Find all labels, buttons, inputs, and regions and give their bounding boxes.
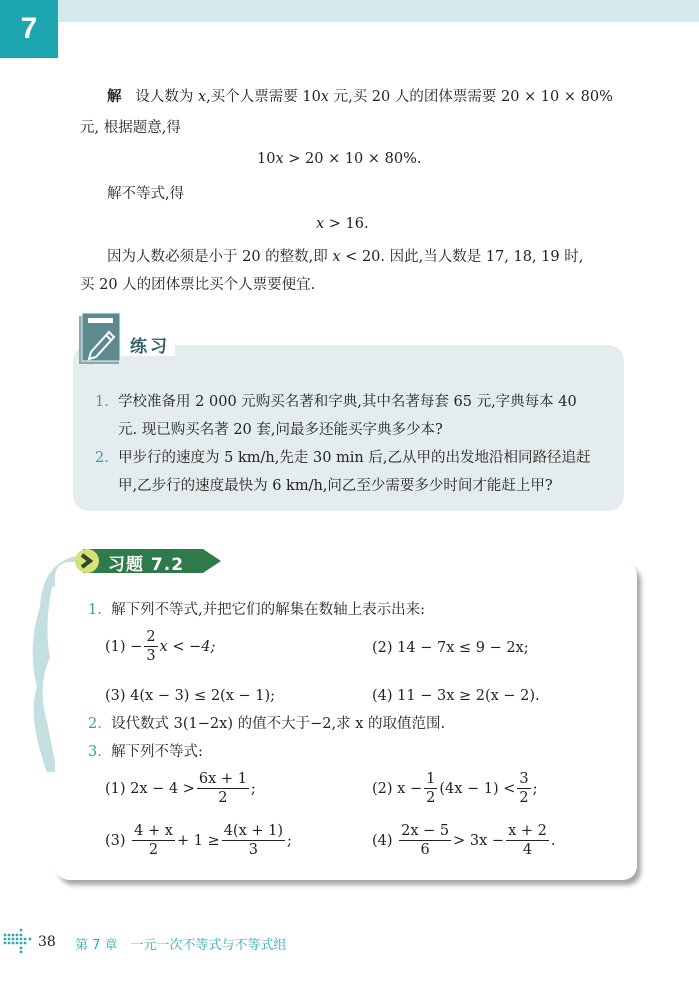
solution-label: 解: [107, 89, 122, 105]
exercise-title: 习题 7.2: [108, 555, 185, 575]
solution-line-2: 元, 根据题意,得: [80, 120, 181, 136]
page-dots-icon: [2, 926, 34, 956]
equation-1: 10x > 20 × 10 × 80%.: [257, 151, 422, 167]
pencil-notebook-icon: [77, 312, 122, 366]
q3-part-3: (3) $\frac{4 + x}{2}$ + 1 ≥ $\frac{4(x + 1)}{3}$ ;: [105, 823, 292, 858]
q3-part-4: (4) $\frac{2x - 5}{6}$ > 3x − $\frac{x + 2}{4}$ .: [372, 823, 556, 858]
solution-line-4: 因为人数必须是小于 20 的整数,即 x < 20. 因此,当人数是 17, 18, 19 时,: [107, 249, 584, 265]
solution-line-5: 买 20 人的团体票比买个人票要便宜.: [80, 277, 316, 293]
q3-part-2: (2) x − $\frac{1}{2}$ (4x − 1) < $\frac{3}{2}$ ;: [372, 771, 538, 806]
page-number: 38: [38, 934, 56, 950]
chapter-number-tab: 7: [0, 0, 58, 58]
practice-title: 练习: [130, 337, 170, 357]
q1-part-2: (2) 14 − 7x ≤ 9 − 2x;: [372, 640, 529, 656]
practice-item-2-line-2: 甲,乙步行的速度最快为 6 km/h,问乙至少需要多少时间才能赶上甲?: [118, 478, 553, 494]
q1-part-4: (4) 11 − 3x ≥ 2(x − 2).: [372, 688, 540, 704]
practice-item-1-line-2: 元. 现已购买名著 20 套,问最多还能买字典多少本?: [118, 422, 443, 438]
header-bar: [58, 0, 699, 22]
footer-chapter-title: 第 7 章 一元一次不等式与不等式组: [75, 938, 287, 953]
q3-part-1: (1) 2x − 4 > $\frac{6x + 1}{2}$ ;: [105, 771, 256, 806]
exercise-q1: 1. 解下列不等式,并把它们的解集在数轴上表示出来:: [88, 602, 426, 618]
solution-line-1: 解 设人数为 x,买个人票需要 10x 元,买 20 人的团体票需要 20 × 10 × 80%: [107, 89, 613, 105]
q1-part-1: (1) − $\frac{2}{3}$ x < −4;: [105, 629, 216, 664]
solution-line-3: 解不等式,得: [107, 186, 185, 202]
exercise-q3: 3. 解下列不等式:: [88, 744, 203, 760]
exercise-q2: 2. 设代数式 3(1−2x) 的值不大于−2,求 x 的取值范围.: [88, 716, 446, 732]
practice-item-2-line-1: 2. 甲步行的速度为 5 km/h,先走 30 min 后,乙从甲的出发地沿相同路径追赶: [95, 450, 591, 466]
q1-part-3: (3) 4(x − 3) ≤ 2(x − 1);: [105, 688, 276, 704]
practice-item-1-line-1: 1. 学校准备用 2 000 元购买名著和字典,其中名著每套 65 元,字典每本 40: [95, 394, 577, 410]
equation-2: x > 16.: [316, 216, 369, 232]
